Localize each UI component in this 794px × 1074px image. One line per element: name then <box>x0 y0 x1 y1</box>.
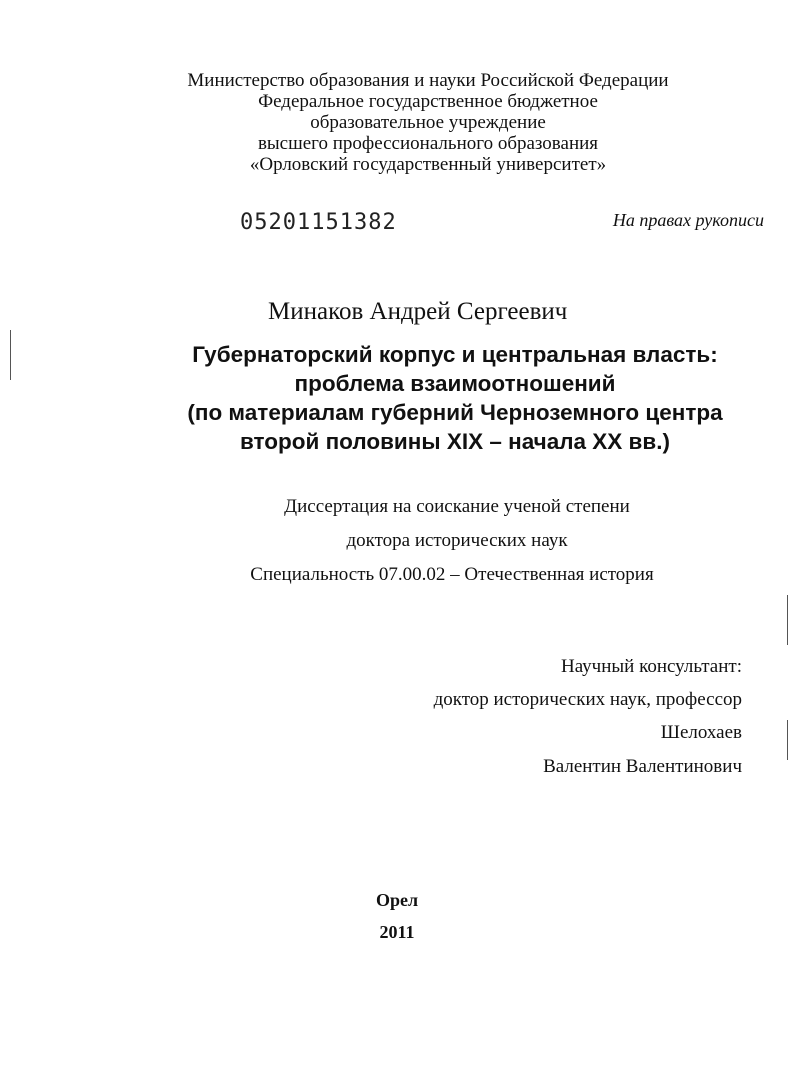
title-line: (по материалам губерний Черноземного центра <box>187 400 723 425</box>
city: Орел <box>375 890 419 910</box>
degree-line: Диссертация на соискание ученой степени <box>284 496 630 517</box>
inventory-number: 05201151382 <box>240 210 397 235</box>
advisor-name: Валентин Валентинович <box>543 756 742 777</box>
advisor-surname: Шелохаев <box>660 722 742 743</box>
degree-line: доктора исторических наук <box>346 530 568 551</box>
dissertation-title <box>160 340 750 456</box>
manuscript-note: На правах рукописи <box>612 210 764 230</box>
header-line: Федеральное государственное бюджетное <box>258 91 598 112</box>
scan-mark <box>787 720 788 760</box>
author-name: Минаков Андрей Сергеевич <box>268 298 568 325</box>
title-line: проблема взаимоотношений <box>294 371 616 396</box>
degree-line: Специальность 07.00.02 – Отечественная история <box>250 564 654 585</box>
year: 2011 <box>379 922 415 942</box>
scan-mark <box>10 330 11 380</box>
header-line: высшего профессионального образования <box>257 133 599 154</box>
header-line: Министерство образования и науки Российской Федерации <box>187 70 669 91</box>
title-line: второй половины XIX – начала XX вв.) <box>240 429 670 454</box>
header-line: образовательное учреждение <box>310 112 546 133</box>
advisor-credentials: доктор исторических наук, профессор <box>433 689 742 710</box>
header-line: «Орловский государственный университет» <box>249 154 607 175</box>
advisor-label: Научный консультант: <box>560 656 742 677</box>
title-line: Губернаторский корпус и центральная власть: <box>192 342 718 367</box>
institution-header <box>148 70 708 175</box>
scan-mark <box>787 595 788 645</box>
